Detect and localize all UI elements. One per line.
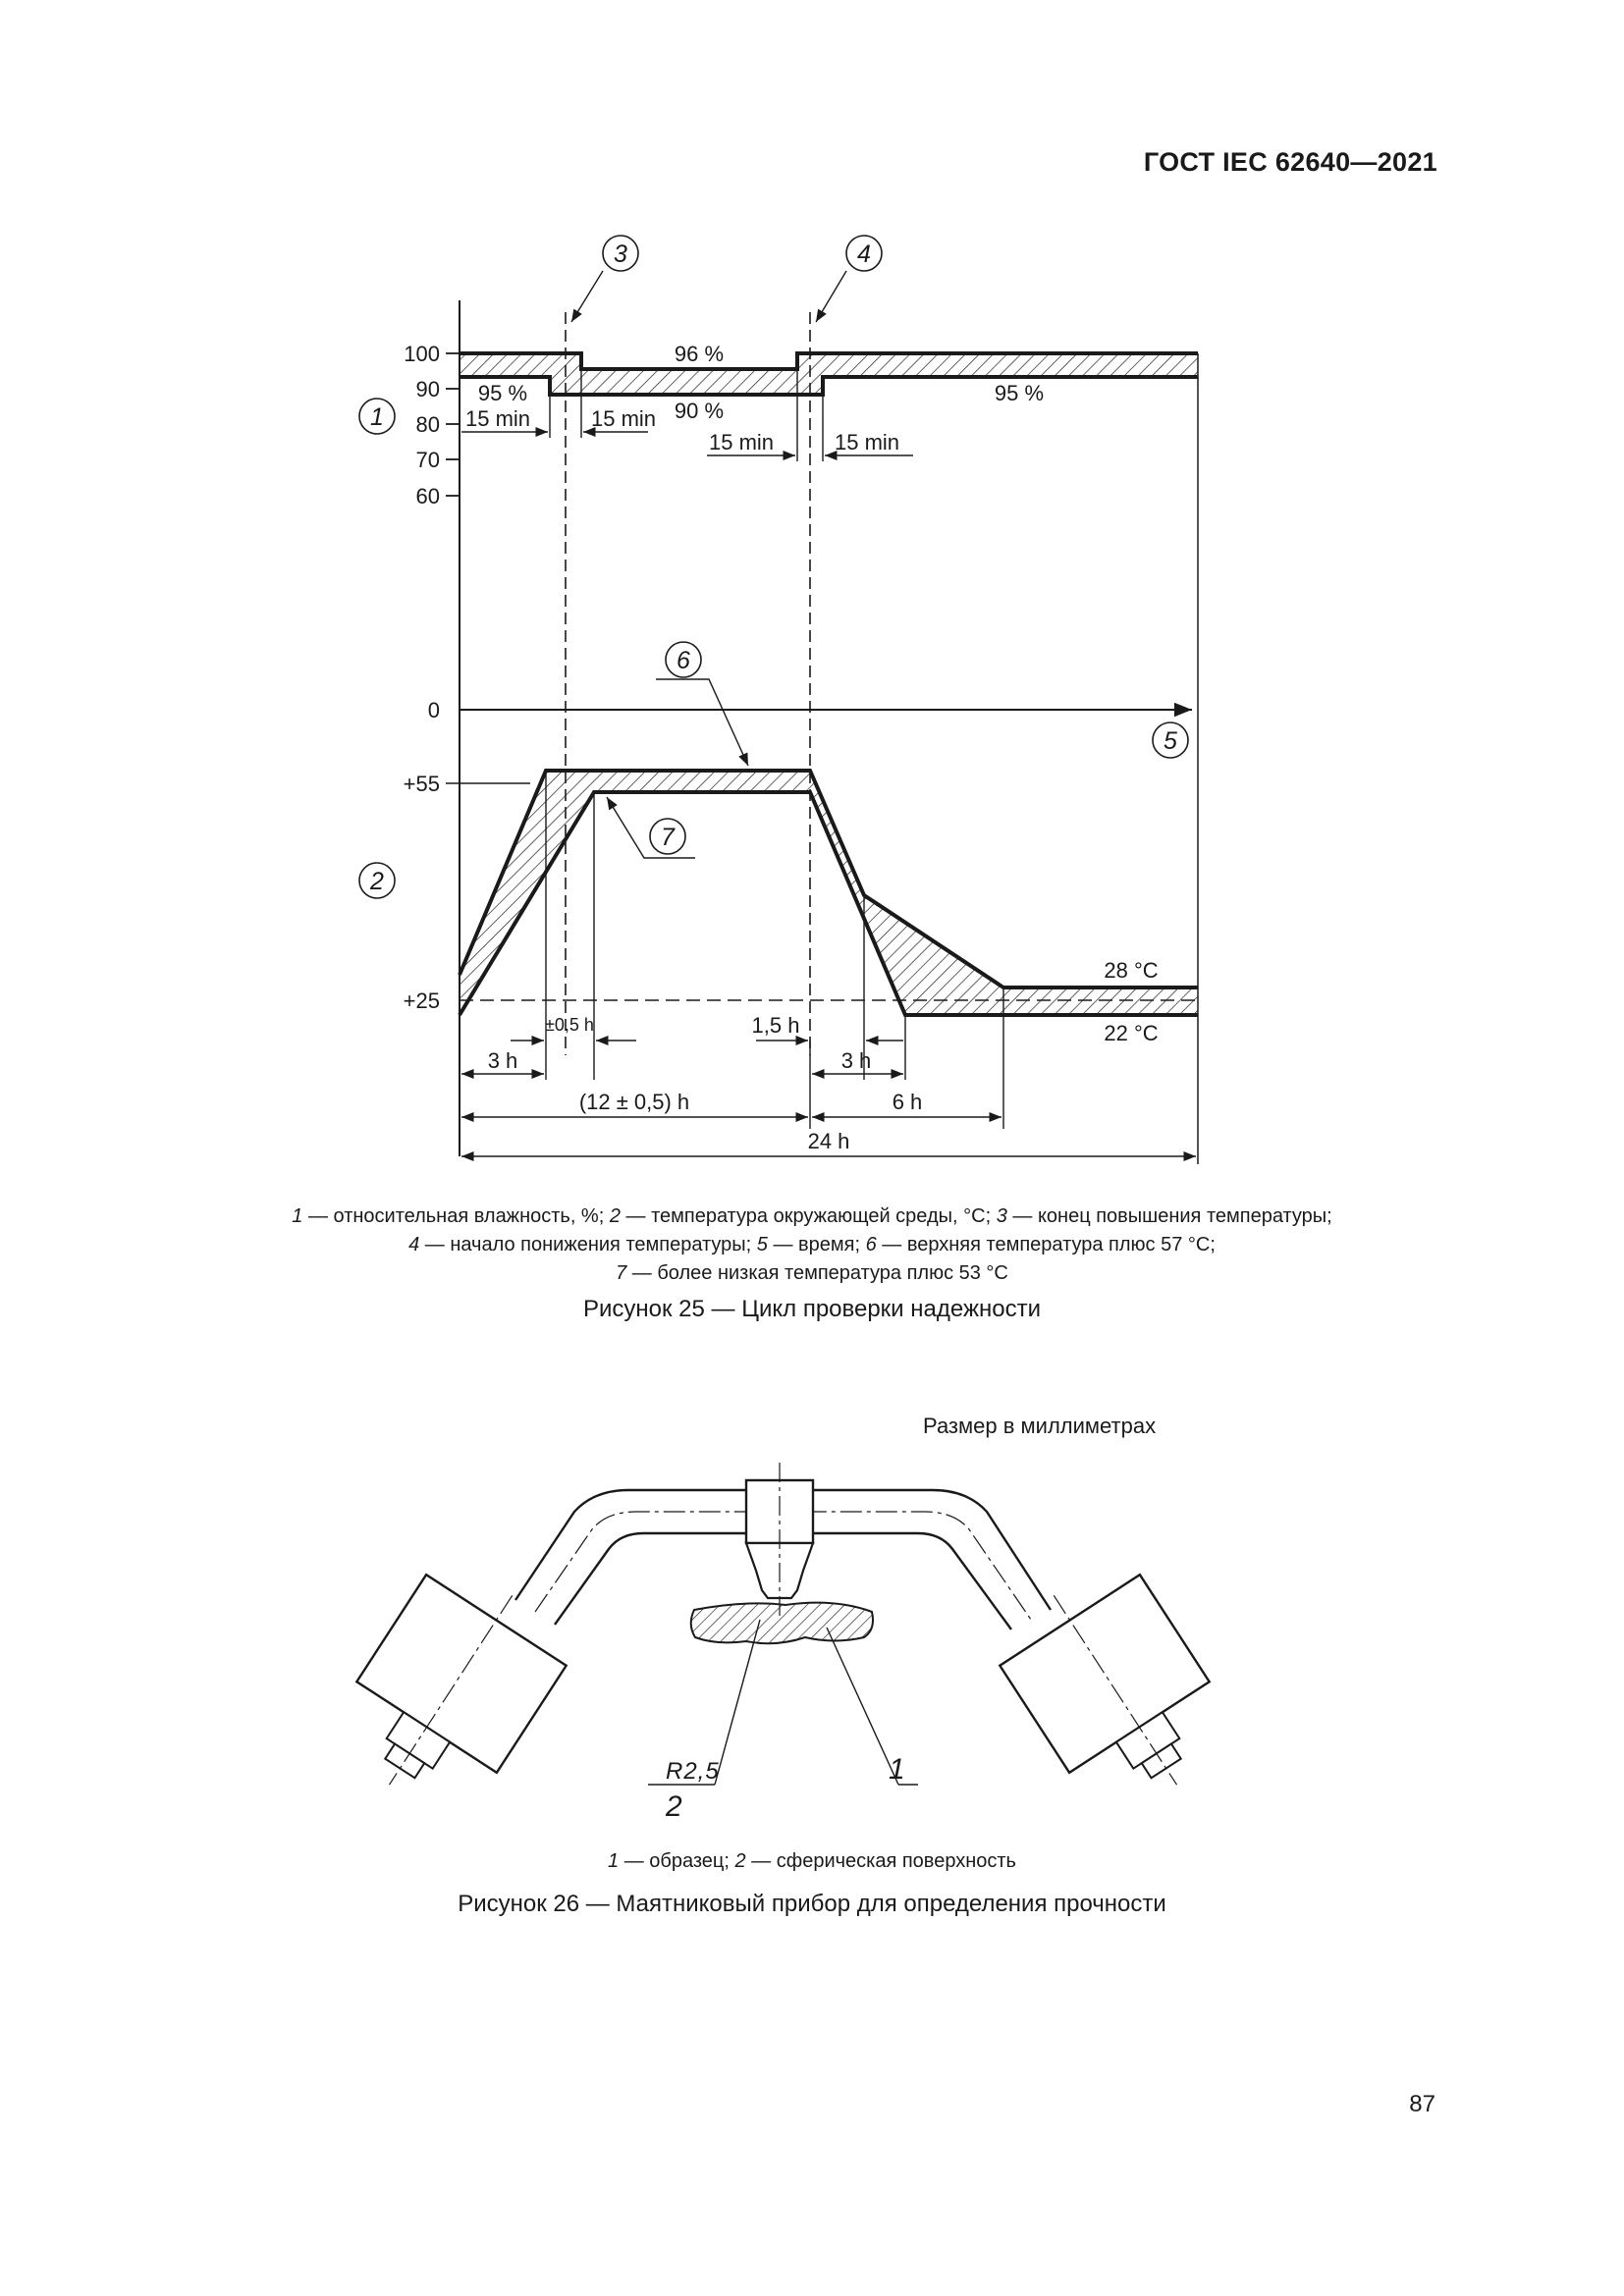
callout-3: 3 [614, 240, 627, 268]
tick-plus55: +55 [403, 772, 440, 796]
label-15h: 1,5 h [751, 1013, 800, 1038]
radius-label: R2,5 [666, 1758, 720, 1785]
tick-80: 80 [415, 412, 440, 437]
label-24h: 24 h [807, 1129, 850, 1153]
legend-num: 6 [865, 1234, 877, 1255]
legend-text: — начало понижения температуры; [419, 1234, 757, 1255]
right-weight [984, 1550, 1247, 1830]
figure-25-caption: Рисунок 25 — Цикл проверки надежности [583, 1296, 1041, 1322]
legend-num: 1 [292, 1205, 303, 1227]
tick-90: 90 [415, 377, 440, 401]
legend-text: — верхняя температура плюс 57 °C; [876, 1234, 1216, 1255]
tick-60: 60 [415, 484, 440, 508]
label-6h: 6 h [892, 1090, 923, 1114]
legend-num: 2 [734, 1850, 746, 1872]
legend-num: 4 [408, 1234, 420, 1255]
label-90-percent: 90 % [674, 399, 725, 423]
callout-1-number: 1 [889, 1753, 905, 1786]
legend-text: — температура окружающей среды, °C; [620, 1205, 997, 1227]
legend-text: — сферическая поверхность [745, 1850, 1016, 1872]
callout-7: 7 [661, 824, 675, 851]
legend-num: 7 [616, 1262, 627, 1284]
callout-6: 6 [677, 647, 690, 674]
legend-text: — более низкая температура плюс 53 °C [626, 1262, 1008, 1284]
label-3h-right: 3 h [840, 1048, 872, 1073]
document-code: ГОСТ IEC 62640—2021 [1143, 147, 1437, 177]
callout-2-number: 2 [666, 1790, 682, 1823]
callout-5: 5 [1164, 727, 1177, 755]
legend-text: — время; [767, 1234, 866, 1255]
left-weight [319, 1550, 582, 1830]
figure-26-caption: Рисунок 26 — Маятниковый прибор для определения прочности [458, 1891, 1166, 1917]
figure-26-legend [0, 1847, 1624, 1876]
callout-1: 1 [370, 403, 384, 431]
legend-num: 2 [609, 1205, 621, 1227]
tick-70: 70 [415, 448, 440, 472]
label-95-percent-left: 95 % [477, 381, 528, 405]
tick-0: 0 [427, 698, 440, 722]
legend-text: — конец повышения температуры; [1006, 1205, 1332, 1227]
legend-num: 3 [996, 1205, 1007, 1227]
label-22C: 22 °C [1104, 1021, 1159, 1045]
specimen [691, 1603, 873, 1644]
callout-4: 4 [857, 240, 871, 268]
label-95-percent-right: 95 % [994, 381, 1045, 405]
tick-100: 100 [404, 342, 440, 366]
legend-text: — образец; [619, 1850, 735, 1872]
label-15min-c: 15 min [709, 430, 775, 454]
legend-text: — относительная влажность, %; [302, 1205, 610, 1227]
legend-num: 1 [608, 1850, 620, 1872]
legend-num: 5 [756, 1234, 768, 1255]
label-pm05h: ±0,5 h [545, 1015, 594, 1035]
callout-2-leader [715, 1620, 760, 1785]
page-number: 87 [1409, 2091, 1435, 2117]
label-28C: 28 °C [1104, 958, 1159, 983]
label-96-percent: 96 % [674, 342, 725, 366]
label-15min-a: 15 min [465, 406, 531, 431]
label-12h: (12 ± 0,5) h [578, 1090, 690, 1114]
size-note: Размер в миллиметрах [923, 1414, 1157, 1438]
label-15min-d: 15 min [835, 430, 900, 454]
label-3h-left: 3 h [487, 1048, 518, 1073]
label-15min-b: 15 min [591, 406, 657, 431]
tick-plus25: +25 [403, 988, 440, 1013]
callout-2: 2 [370, 868, 384, 895]
